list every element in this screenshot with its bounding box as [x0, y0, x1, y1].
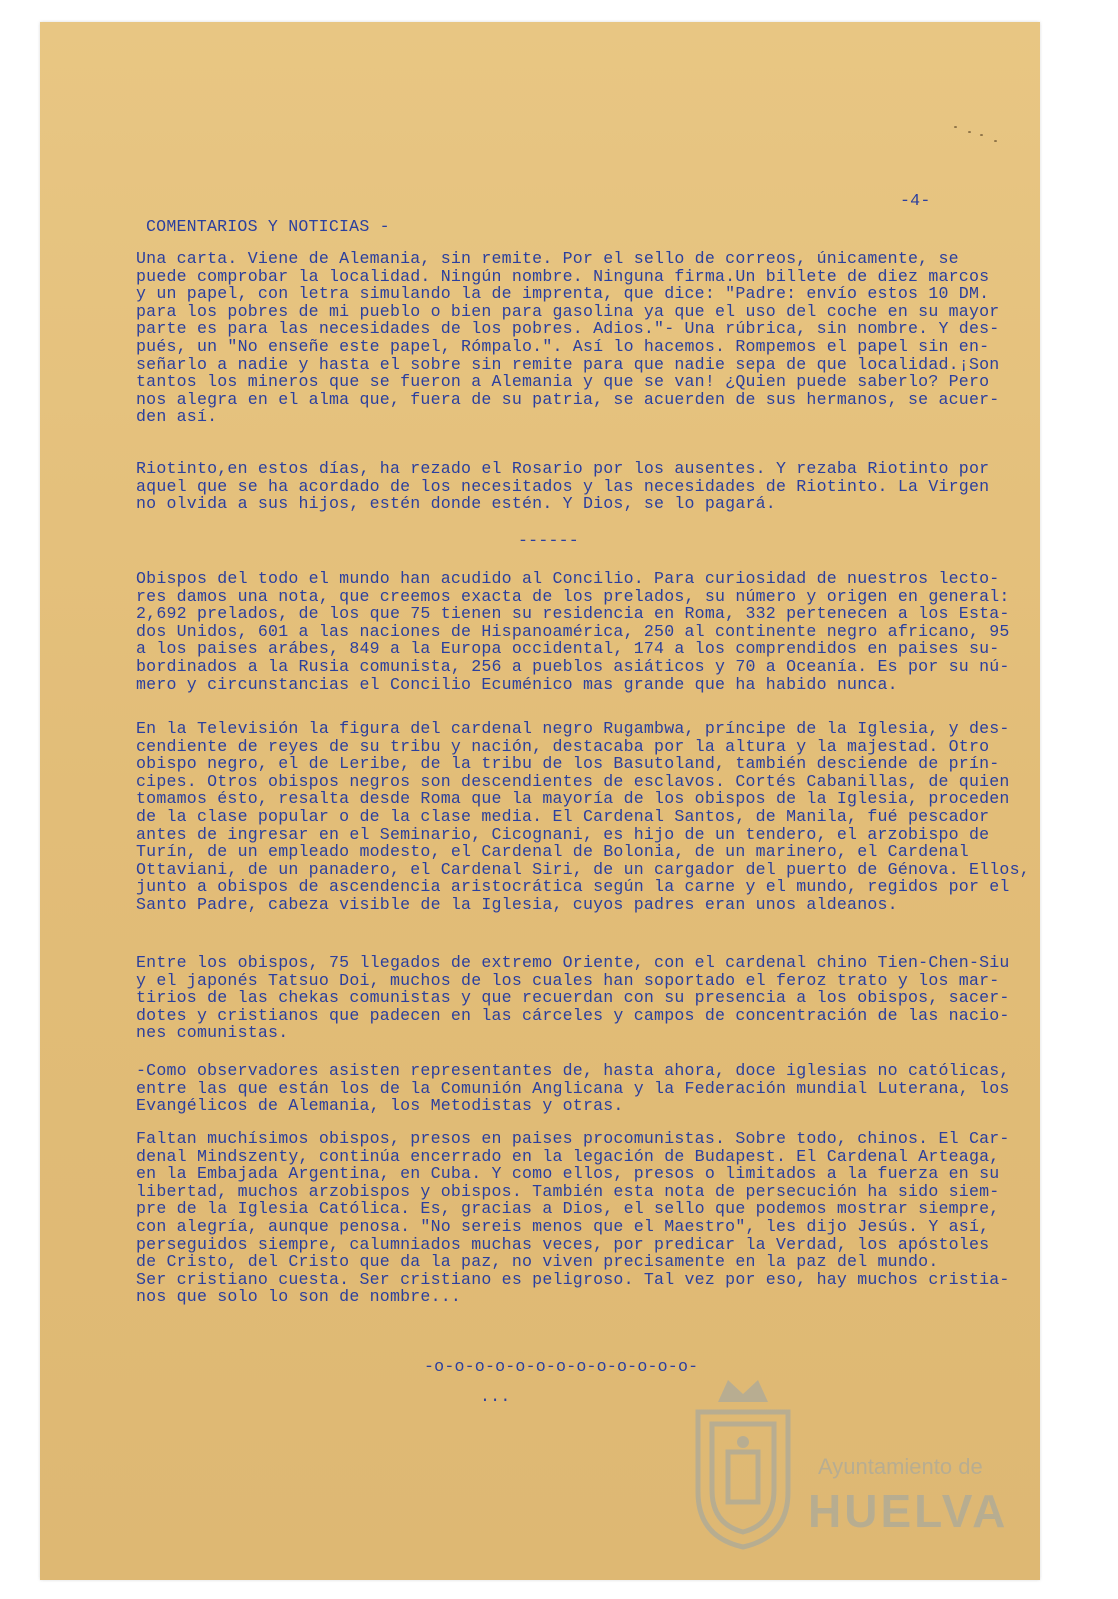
closing-dots: ...: [480, 1387, 511, 1406]
paragraph-letter: Una carta. Viene de Alemania, sin remite. Por el sello de correos, únicamente, se puede comprobar la localidad. Ningún nombre. Ninguna firma.Un billete de diez marcos y un papel, con letra simulando la de imprenta, que dice: "Padre: envío estos 10 DM. para los pobres de mi pueblo o bien para gasolina ya que el uso del coche en su mayor parte es para las necesidades de los pobres. Adios."- Una rúbrica, sin nombre. Y des- pués, un "No enseñe este papel, Rómpalo.". Así lo hacemos. Rompemos el papel sin en- señarlo a nadie y hasta el sobre sin remite para que nadie sepa de que localidad.¡Son tantos los mineros que se fueron a Alemania y que se van! ¿Quien puede saberlo? Pero nos alegra en el alma que, fuera de su patria, se acuerden de sus hermanos, se acuer- den así.: [136, 249, 1000, 427]
paragraph-television: En la Televisión la figura del cardenal negro Rugambwa, príncipe de la Iglesia, y des- cendiente de reyes de su tribu y nación, destacaba por la altura y la majestad. Otro obispo negro, el de Leribe, de la tribu de los Basutoland, también desciende de prín- cipes. Otros obispos negros son descendientes de esclavos. Cortés Cabanillas, de quien tomamos ésto, resalta desde Roma que la mayoría de los obispos de la Iglesia, proceden de la clase popular o de la clase media. El Cardenal Santos, de Manila, fué pescador antes de ingresar en el Seminario, Cicognani, es hijo de un tendero, el arzobispo de Turín, de un empleado modesto, el Cardenal de Bolonia, de un marinero, el Cardenal Ottaviani, de un panadero, el Cardenal Siri, de un cargador del puerto de Génova. Ellos, junto a obispos de ascendencia aristocrática según la carne y el mundo, regidos por el Santo Padre, cabeza visible de la Iglesia, cuyos padres eran unos aldeanos.: [136, 719, 1030, 914]
paper-specks: [950, 122, 1010, 152]
paragraph-observers: -Como observadores asisten representantes de, hasta ahora, doce iglesias no católicas, entre las que están los de la Comunión Anglicana y la Federación mundial Luterana, los Evangélicos de Alemania, los Metodistas y otras.: [136, 1061, 1010, 1116]
page-number: -4-: [900, 191, 931, 210]
section-header: COMENTARIOS Y NOTICIAS -: [146, 217, 390, 236]
paragraph-far-east: Entre los obispos, 75 llegados de extremo Oriente, con el cardenal chino Tien-Chen-Siu y el japonés Tatsuo Doi, muchos de los cuales han soportado el feroz trato y los mar- tirios de las chekas comunistas y que recuerdan con su presencia a los obispos, sacer- dotes y cristianos que padecen en las cárceles y campos de concentración de las nacio- nes comunistas.: [136, 953, 1010, 1043]
watermark-line2: HUELVA: [808, 1485, 1009, 1537]
watermark: [688, 1372, 1028, 1562]
watermark-line1: Ayuntamiento de: [818, 1454, 983, 1479]
coat-of-arms-icon: [688, 1372, 798, 1552]
paragraph-bishops-count: Obispos del todo el mundo han acudido al Concilio. Para curiosidad de nuestros lecto- res damos una nota, que creemos exacta de los prelados, su número y origen en general: 2,692 prelados, de los que 75 tienen su residencia en Roma, 332 pertenecen a los Esta- dos Unidos, 601 a las naciones de Hispanoamérica, 250 al continente negro africano, 95 a los paises arábes, 849 a la Europa occidental, 174 a los comprendidos en paises su- bordinados a la Rusia comunista, 256 a pueblos asiáticos y 70 a Oceanía. Es por su nú- mero y circunstancias el Concilio Ecuménico mas grande que ha habido nunca.: [136, 569, 1010, 694]
paragraph-persecution: Faltan muchísimos obispos, presos en paises procomunistas. Sobre todo, chinos. El Car- denal Mindszenty, continúa encerrado en la legación de Budapest. El Cardenal Arteaga, en la Embajada Argentina, en Cuba. Y como ellos, presos o limitados a la fuerza en su libertad, muchos arzobispos y obispos. También esta nota de persecución ha sido siem- pre de la Iglesia Católica. Es, gracias a Dios, el sello que podemos mostrar siempre, con alegría, aunque penosa. "No sereis menos que el Maestro", les dijo Jesús. Y así, perseguidos siempre, calumniados muchas veces, por predicar la Verdad, los apóstoles de Cristo, del Cristo que da la paz, no viven precisamente en la paz del mundo. Ser cristiano cuesta. Ser cristiano es peligroso. Tal vez por eso, hay muchos cristia- nos que solo lo son de nombre...: [136, 1129, 1010, 1307]
document-sheet: [40, 22, 1040, 1580]
separator-short: ------: [518, 531, 579, 550]
separator-long: -o-o-o-o-o-o-o-o-o-o-o-o-o-: [424, 1357, 699, 1376]
paragraph-riotinto: Riotinto,en estos días, ha rezado el Rosario por los ausentes. Y rezaba Riotinto por aquel que se ha acordado de los necesitados y las necesidades de Riotinto. La Virgen no olvida a sus hijos, estén donde estén. Y Dios, se lo pagará.: [136, 459, 990, 514]
